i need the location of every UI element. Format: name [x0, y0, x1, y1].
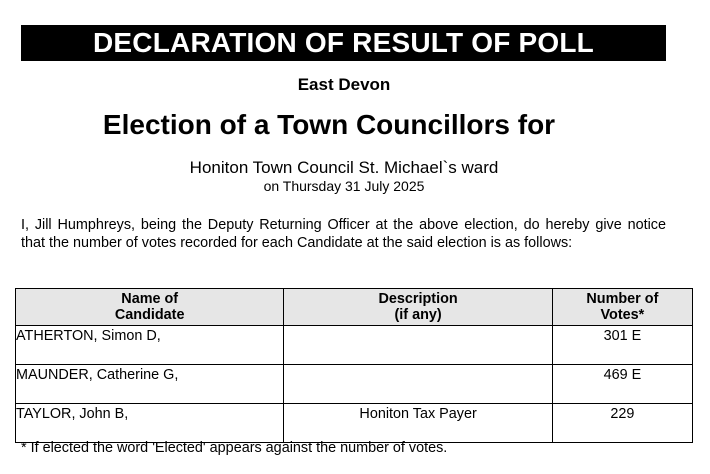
poll-date: on Thursday 31 July 2025 [263, 178, 425, 194]
candidate-name: ATHERTON, Simon D, [16, 326, 284, 365]
footnote: * If elected the word 'Elected' appears against the number of votes. [21, 440, 448, 456]
candidate-votes: 469 E [552, 365, 692, 404]
table-row [16, 365, 693, 404]
candidate-description: Honiton Tax Payer [284, 404, 552, 443]
candidate-name: TAYLOR, John B, [16, 404, 284, 443]
declaration-banner: DECLARATION OF RESULT OF POLL [21, 25, 666, 61]
results-table [15, 288, 693, 443]
header-desc-line1: Description [378, 291, 458, 307]
header-name-line2: Candidate [114, 307, 185, 323]
election-title-text: Election of a Town Councillors for [102, 109, 556, 140]
candidate-votes: 301 E [552, 326, 692, 365]
candidate-name: MAUNDER, Catherine G, [16, 365, 284, 404]
table-row [16, 326, 693, 365]
candidate-description [284, 365, 552, 404]
candidate-votes: 229 [552, 404, 692, 443]
header-desc-line2: (if any) [394, 307, 442, 323]
header-name-line1: Name of [121, 291, 179, 307]
council-name: East Devon [297, 75, 391, 94]
election-title [0, 109, 688, 141]
table-row [16, 404, 693, 443]
header-votes-line2: Votes* [600, 307, 645, 323]
ward-name: Honiton Town Council St. Michael`s ward [189, 158, 499, 177]
header-votes [552, 289, 692, 326]
table-header-row [16, 289, 693, 326]
header-description [284, 289, 552, 326]
header-name [16, 289, 284, 326]
candidate-description [284, 326, 552, 365]
officer-statement: I, Jill Humphreys, being the Deputy Returning Officer at the above election, do hereby give notice that the number of votes recorded for each Candidate at the said election is as follows: [21, 217, 666, 251]
header-votes-line1: Number of [586, 291, 659, 307]
